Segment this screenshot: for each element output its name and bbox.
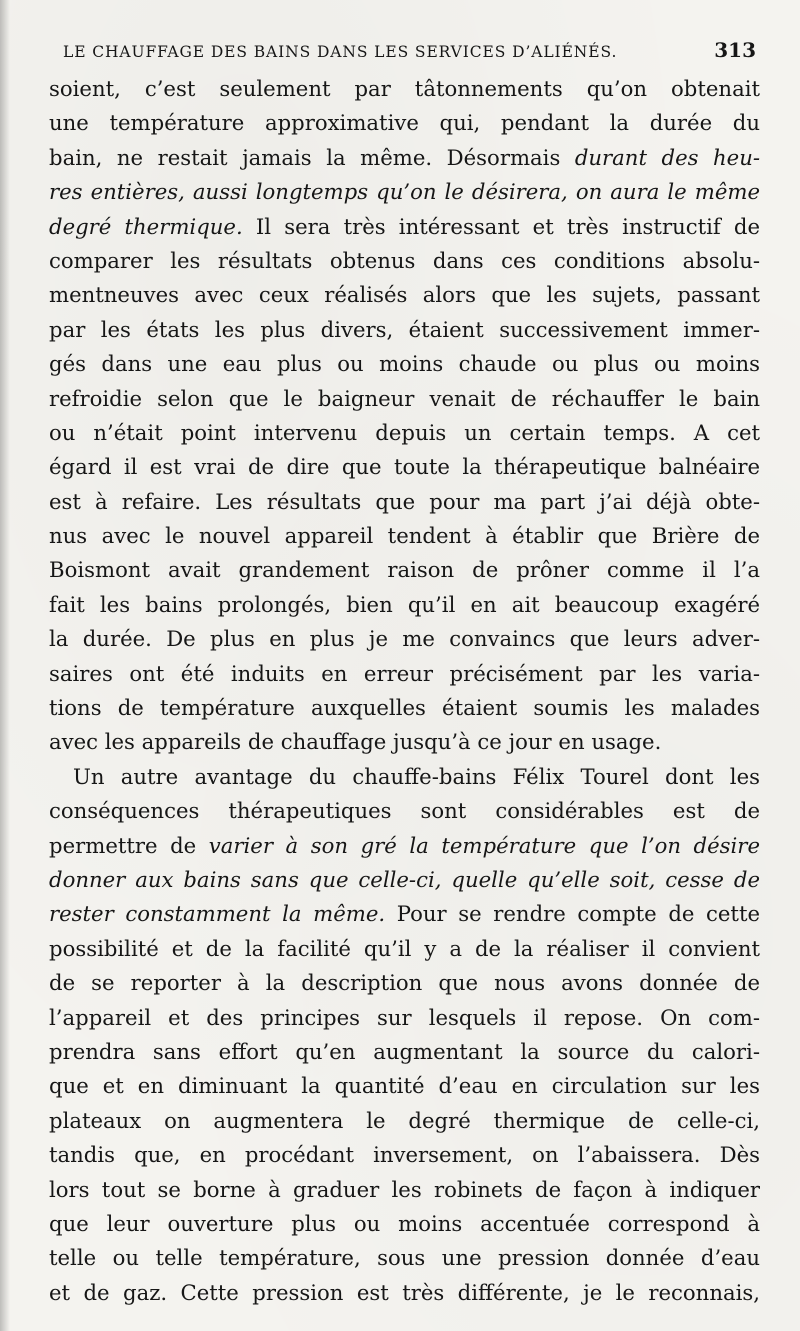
text-line [49,106,760,140]
running-title: LE CHAUFFAGE DES BAINS DANS LES SERVICES D’ALIÉNÉS. [63,43,618,61]
italic-text: res entières, aussi longtemps qu’on le désirera, on aura le même [49,179,760,205]
text-segment: gés dans une eau plus ou moins chaude ou plus ou moins [49,351,760,377]
text-line [49,450,760,484]
text-line [49,210,760,244]
text-segment: Il sera très intéressant et très instructif de [242,213,760,239]
text-segment: est à refaire. Les résultats que pour ma part j’ai déjà obte- [49,488,760,514]
italic-text: degré thermique. [49,213,243,239]
text-line [49,244,760,278]
text-segment: conséquences thérapeutiques sont considérables est de [49,798,760,824]
italic-text: varier à son gré la température que l’on désire [208,832,760,858]
text-segment: fait les bains prolongés, bien qu’il en ait beaucoup exagéré [49,591,760,617]
text-segment: Boismont avait grandement raison de prôner comme il l’a [49,557,760,583]
text-line [49,588,760,622]
text-line [49,553,760,587]
text-line [49,1173,760,1207]
text-segment: et de gaz. Cette pression est très différente, je le reconnais, [49,1279,760,1305]
italic-text: rester constamment la même. [49,901,386,927]
text-line [49,1276,760,1310]
text-segment: soient, c’est seulement par tâtonnements qu’on obtenait [49,76,760,101]
text-line [49,1138,760,1172]
text-line [49,1207,760,1241]
running-head [63,38,760,72]
text-segment: comparer les résultats obtenus dans ces conditions absolu- [49,247,760,273]
text-line [49,1001,760,1035]
text-line [49,725,760,759]
text-segment: possibilité et de la facilité qu’il y a de la réaliser il convient [49,935,760,961]
body-text [49,72,760,1310]
text-line [49,485,760,519]
text-line [49,1069,760,1103]
text-line [49,932,760,966]
text-line [49,863,760,897]
text-segment: refroidie selon que le baigneur venait de réchauffer le bain [49,385,760,411]
text-line [49,760,760,794]
text-segment: mentneuves avec ceux réalisés alors que les sujets, passant [49,282,760,308]
text-line [49,382,760,416]
text-line [49,966,760,1000]
text-line [49,313,760,347]
text-line [49,519,760,553]
text-segment: la durée. De plus en plus je me convaincs que leurs adver- [49,626,760,652]
text-line [49,897,760,931]
text-line [49,141,760,175]
text-segment: une température approximative qui, pendant la durée du [49,110,760,136]
text-line [49,347,760,381]
text-segment: saires ont été induits en erreur précisément par les varia- [49,660,760,686]
text-line [49,278,760,312]
text-segment: nus avec le nouvel appareil tendent à établir que Brière de [49,523,760,549]
text-segment: plateaux on augmentera le degré thermique de celle-ci, [49,1107,760,1133]
text-segment: égard il est vrai de dire que toute la thérapeutique balnéaire [49,454,760,480]
text-segment: Un autre avantage du chauffe-bains Félix Tourel dont les [73,763,760,789]
text-line [49,691,760,725]
text-segment: de se reporter à la description que nous avons donnée de [49,970,760,996]
text-line [49,1104,760,1138]
text-segment: prendra sans effort qu’en augmentant la source du calori- [49,1038,760,1064]
text-line [49,622,760,656]
text-segment: par les états les plus divers, étaient successivement immer- [49,316,760,342]
text-segment: tandis que, en procédant inversement, on l’abaissera. Dès [49,1142,760,1168]
text-segment: Pour se rendre compte de cette [385,901,760,927]
text-segment: telle ou telle température, sous une pression donnée d’eau [49,1245,760,1271]
text-line [49,794,760,828]
italic-text: durant des heu- [574,144,760,170]
text-segment: ou n’était point intervenu depuis un certain temps. A cet [49,419,760,445]
text-segment: que leur ouverture plus ou moins accentuée correspond à [49,1210,760,1236]
text-segment: l’appareil et des principes sur lesquels il repose. On com- [49,1004,760,1030]
italic-text: donner aux bains sans que celle-ci, quelle qu’elle soit, cesse de [49,866,760,892]
text-segment: que et en diminuant la quantité d’eau en circulation sur les [49,1073,760,1099]
text-line [49,72,760,106]
text-segment: tions de température auxquelles étaient soumis les malades [49,695,760,721]
text-segment: lors tout se borne à graduer les robinets de façon à indiquer [49,1176,760,1202]
text-line [49,829,760,863]
text-line [49,657,760,691]
text-segment: bain, ne restait jamais la même. Désormais [49,144,575,170]
text-line [49,416,760,450]
text-line [49,1035,760,1069]
text-segment: permettre de [49,832,209,858]
text-line [49,175,760,209]
text-line [49,1241,760,1275]
page-number: 313 [714,38,756,62]
text-segment: avec les appareils de chauffage jusqu’à ce jour en usage. [49,729,662,755]
